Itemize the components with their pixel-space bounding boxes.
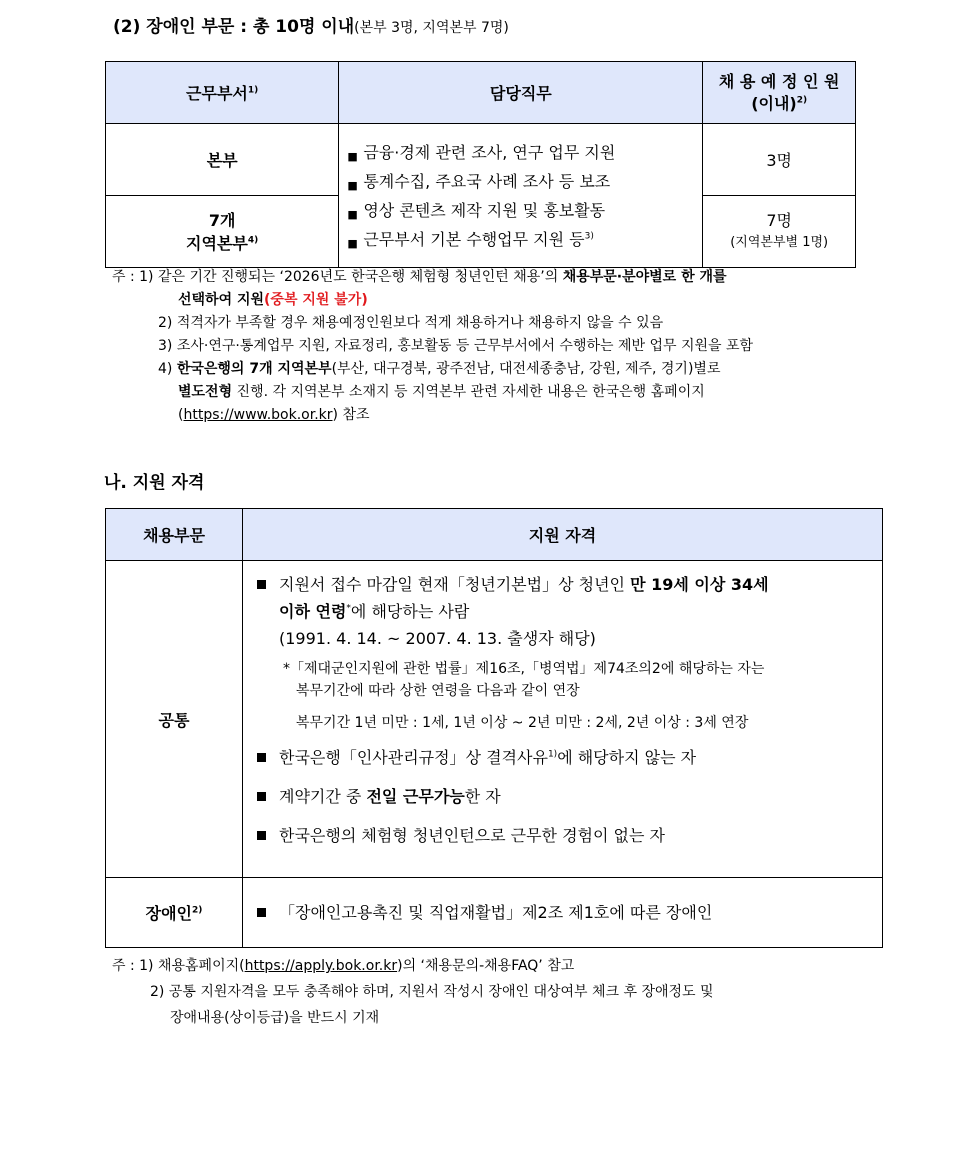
header-dept: 근무부서$^{1)}$ (106, 62, 339, 124)
duty-item: ■ 금융·경제 관련 조사, 연구 업무 지원 (347, 138, 702, 167)
heading-subtitle: (본부 3명, 지역본부 7명) (354, 20, 509, 36)
count-hq: 3명 (703, 124, 856, 196)
note2-2: 2) 공통 지원자격을 모두 충족해야 하며, 지원서 작성시 장애인 대상여부 체크 후 장애정도 및 (150, 984, 714, 1000)
dept-regional: 7개 지역본부$^{4)}$ (106, 196, 339, 268)
qualification-item-age: 지원서 접수 마감일 현재「청년기본법」상 청년인 만 19세 이상 34세 이하 연령*에 해당하는 사람 (1991. 4. 14. ~ 2007. 4. 13. 출생자 해당) (257, 571, 874, 652)
note-2: 2) 적격자가 부족할 경우 채용예정인원보다 적게 채용하거나 채용하지 않을 수 있음 (158, 315, 664, 331)
dept-hq: 본부 (106, 124, 339, 196)
bullet-square-icon (257, 831, 266, 840)
bullet-square-icon (257, 753, 266, 762)
note-4-link-line: (https://www.bok.or.kr) 참조 (178, 407, 370, 423)
duty-item: ■ 근무부서 기본 수행업무 지원 등$^{3)}$ (347, 225, 702, 254)
bullet-square-icon (257, 580, 266, 589)
bullet-square-icon (257, 792, 266, 801)
note-4: 4) 한국은행의 7개 지역본부(부산, 대구경북, 광주전남, 대전세종충남, 강원, 제주, 경기)별로 (158, 361, 721, 377)
duty-item: ■ 영상 콘텐츠 제작 지원 및 홍보활동 (347, 196, 702, 225)
note-1-cont: 선택하여 지원(중복 지원 불가) (178, 292, 368, 308)
header-qualification: 지원 자격 (243, 509, 883, 561)
note-3: 3) 조사·연구·통계업무 지원, 자료정리, 홍보활동 등 근무부서에서 수행하는 제반 업무 지원을 포함 (158, 338, 754, 354)
header-category: 채용부문 (106, 509, 243, 561)
duty-item: ■ 통계수집, 주요국 사례 조사 등 보조 (347, 167, 702, 196)
duty-list (339, 124, 703, 268)
qualification-disabled: 「장애인고용촉진 및 직업재활법」제2조 제1호에 따른 장애인 (243, 878, 883, 948)
note-1: 주 : 1) 같은 기간 진행되는 ‘2026년도 한국은행 체험형 청년인턴 채용’의 채용부문·분야별로 한 개를 (112, 269, 727, 285)
heading-title: (2) 장애인 부문 : 총 10명 이내 (113, 17, 355, 37)
military-service-note: *「제대군인지원에 관한 법률」제16조,「병역법」제74조의2에 해당하는 자는 복무기간에 따라 상한 연령을 다음과 같이 연장 복무기간 1년 미만 : 1세, 1년 이상 ~ 2년 미만 : 2세, 2년 이상 : 3세 연장 (283, 661, 765, 731)
qualification-item-fulltime: 계약기간 중 전일 근무가능한 자 (257, 783, 874, 810)
qualification-item-experience: 한국은행의 체험형 청년인턴으로 근무한 경험이 없는 자 (257, 822, 874, 849)
note-4-cont: 별도전형 진행. 각 지역본부 소재지 등 지역본부 관련 자세한 내용은 한국은행 홈페이지 (178, 384, 705, 400)
notes-section1 (112, 266, 857, 427)
eligibility-table (105, 508, 883, 948)
note2-1: 주 : 1) 채용홈페이지(https://apply.bok.or.kr)의 ‘채용문의-채용FAQ’ 참고 (112, 958, 575, 974)
header-count: 채 용 예 정 인 원 (이내)$^{2)}$ (703, 62, 856, 124)
count-regional: 7명 (지역본부별 1명) (703, 196, 856, 268)
qualification-item-disqualify: 한국은행「인사관리규정」상 결격사유$^{1)}$에 해당하지 않는 자 (257, 744, 874, 771)
header-duty: 담당직무 (339, 62, 703, 124)
bullet-square-icon (257, 908, 266, 917)
bok-homepage-link[interactable]: https://www.bok.or.kr (183, 407, 333, 423)
note2-2-cont: 장애내용(상이등급)을 반드시 기재 (170, 1010, 380, 1026)
section-heading-eligibility: 나. 지원 자격 (104, 473, 205, 493)
section-heading-disabled (113, 12, 509, 37)
recruitment-table (105, 61, 856, 268)
notes-section2 (112, 955, 877, 1030)
apply-homepage-link[interactable]: https://apply.bok.or.kr (244, 958, 398, 974)
category-disabled: 장애인$^{2)}$ (106, 878, 243, 948)
category-common: 공통 (106, 561, 243, 878)
qualification-common (243, 561, 883, 878)
